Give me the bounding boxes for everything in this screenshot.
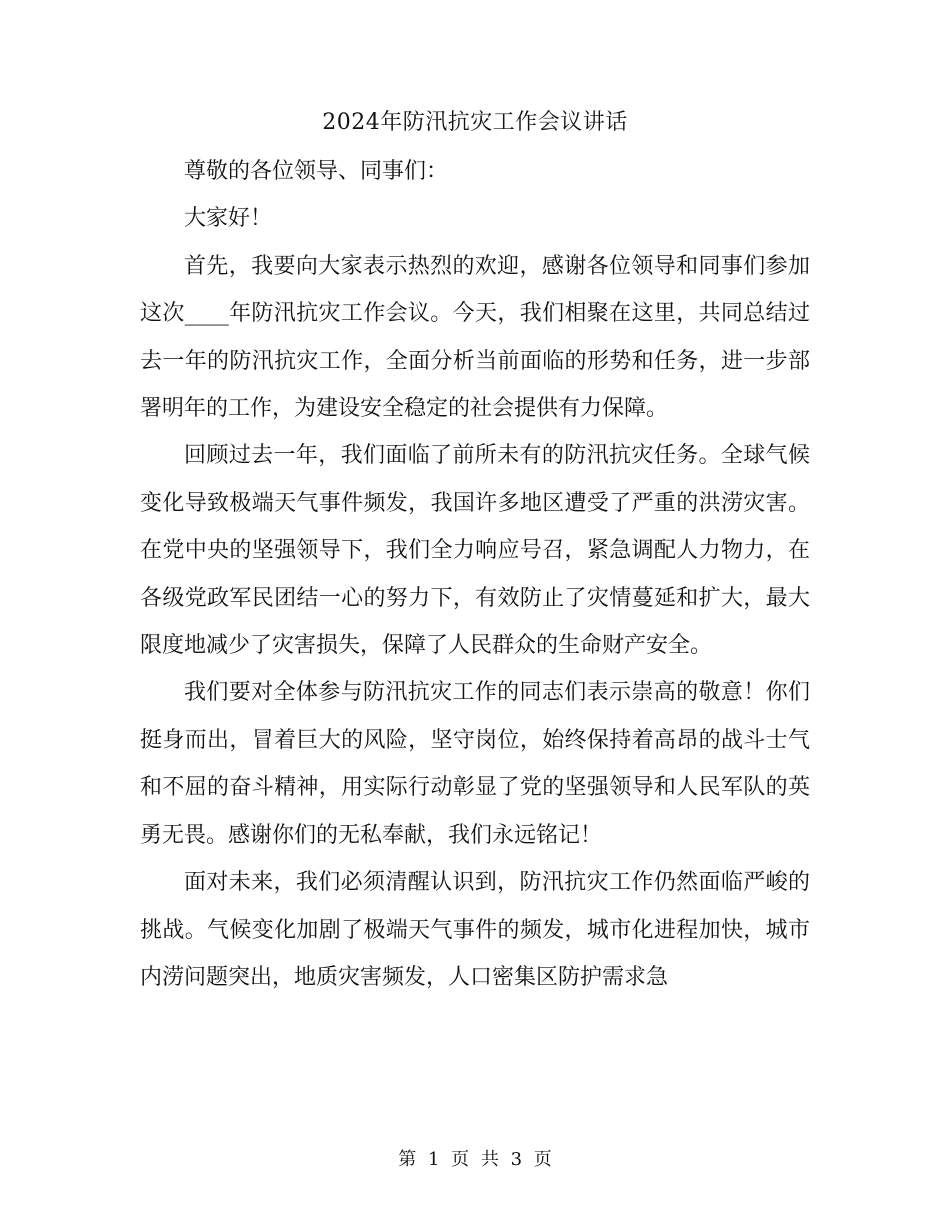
greeting: 大家好！ (184, 206, 273, 232)
paragraph-review: 回顾过去一年，我们面临了前所未有的防汛抗灾任务。全球气候变化导致极端天气事件频发，我国许多地区遭受了严重的洪涝灾害。在党中央的坚强领导下，我们全力响应号召，紧急调配人力物力，在各级党政军民团结一心的努力下，有效防止了灾情蔓延和扩大，最大限度地减少了灾害损失，保障了人民群众的生命财产安全。 (140, 443, 810, 659)
document-body (140, 148, 810, 1001)
salutation: 尊敬的各位领导、同事们： (184, 159, 449, 184)
document-title: 2024年防汛抗灾工作会议讲话 (322, 110, 628, 135)
paragraph-opening: 首先，我要向大家表示热烈的欢迎，感谢各位领导和同事们参加这次____年防汛抗灾工作会议。今天，我们相聚在这里，共同总结过去一年的防汛抗灾工作，全面分析当前面临的形势和任务，进一步部署明年的工作，为建设安全稳定的社会提供有力保障。 (140, 253, 810, 422)
page-number: 第 1 页 共 3 页 (398, 1149, 552, 1170)
paragraph-tribute: 我们要对全体参与防汛抗灾工作的同志们表示崇高的敬意！你们挺身而出，冒着巨大的风险，坚守岗位，始终保持着高昂的战斗士气和不屈的奋斗精神，用实际行动彰显了党的坚强领导和人民军队的英勇无畏。感谢你们的无私奉献，我们永远铭记！ (140, 680, 810, 848)
paragraph-future: 面对未来，我们必须清醒认识到，防汛抗灾工作仍然面临严峻的挑战。气候变化加剧了极端天气事件的频发，城市化进程加快，城市内涝问题突出，地质灾害频发，人口密集区防护需求急 (140, 870, 810, 990)
